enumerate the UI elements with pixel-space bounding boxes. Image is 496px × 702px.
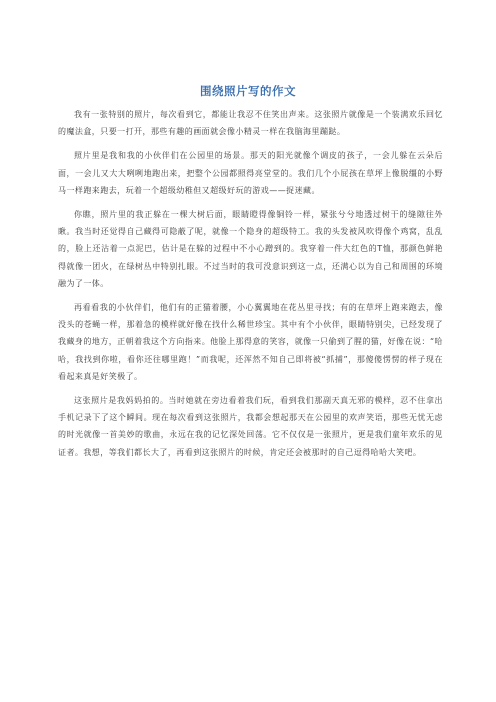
- page-title: 围绕照片写的作文: [200, 84, 296, 98]
- essay-body: [58, 106, 443, 468]
- paragraph-2: 照片里是我和我的小伙伴们在公园里的场景。那天的阳光就像个调皮的孩子，一会儿躲在云朵后面，一会儿又大大咧咧地跑出来，把整个公园都照得亮堂堂的。我们几个小屁孩在草坪上像脱缰的小野马一样跑来跑去，玩着一个超级幼稚但又超级好玩的游戏——捉迷藏。: [58, 151, 443, 195]
- paragraph-4: 再看看我的小伙伴们，他们有的正猫着腰，小心翼翼地在花丛里寻找；有的在草坪上跑来跑去，像没头的苍蝇一样，那着急的模样就好像在找什么稀世珍宝。其中有个小伙伴，眼睛特别尖，已经发现了我藏身的地方，正朝着我这个方向指来。他脸上那得意的笑容，就像一只偷到了腥的猫，好像在说：“哈哈，我找到你啦，看你还往哪里跑！”而我呢，还浑然不知自己即将被“抓捕”，那傻傻愣愣的样子现在看起来真是好笑极了。: [58, 303, 443, 381]
- paragraph-5: 这张照片是我妈妈拍的。当时她就在旁边看着我们玩，看到我们那副天真无邪的模样，忍不住拿出手机记录下了这个瞬间。现在每次看到这张照片，我都会想起那天在公园里的欢声笑语，那些无忧无虑的时光就像一首美妙的歌曲，永远在我的记忆深处回荡。它不仅仅是一张照片，更是我们童年欢乐的见证者。我想，等我们都长大了，再看到这张照片的时候，肯定还会被那时的自己逗得哈哈大笑吧。: [58, 396, 443, 457]
- paragraph-3: 你瞧，照片里的我正躲在一棵大树后面，眼睛瞪得像铜铃一样，紧张兮兮地透过树干的缝隙往外瞅。我当时还觉得自己藏得可隐蔽了呢，就像一个隐身的超级特工。我的头发被风吹得像个鸡窝，乱乱的，脸上还沾着一点泥巴，估计是在躲的过程中不小心蹭到的。我穿着一件大红色的T恤，那颜色鲜艳得就像一团火，在绿树丛中特别扎眼。不过当时的我可没意识到这一点，还满心以为自己和周围的环境融为了一体。: [58, 210, 443, 288]
- paragraph-1: 我有一张特别的照片，每次看到它，都能让我忍不住笑出声来。这张照片就像是一个装满欢乐回忆的魔法盒，只要一打开，那些有趣的画面就会像小精灵一样在我脑海里蹦跶。: [58, 110, 443, 137]
